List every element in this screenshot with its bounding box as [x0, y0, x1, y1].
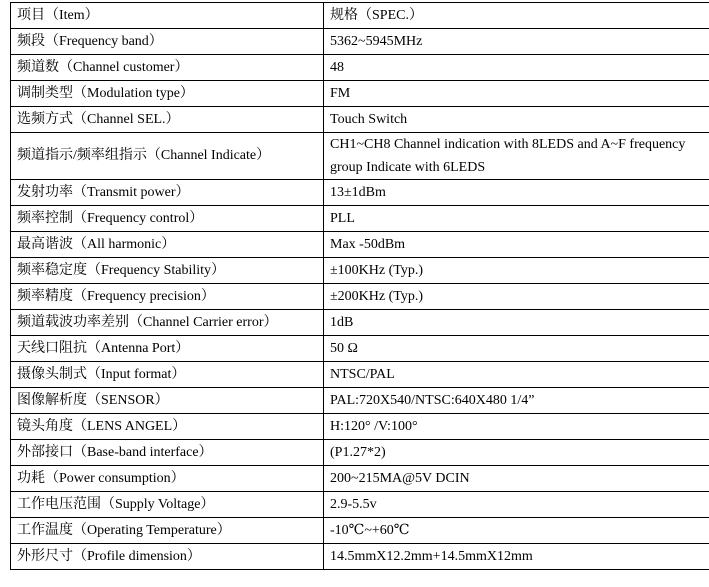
header-spec: 规格（SPEC.） — [324, 3, 709, 29]
table-row — [11, 492, 709, 518]
spec-cell: 50 Ω — [324, 336, 709, 362]
spec-cell: PLL — [324, 206, 709, 232]
item-cell: 镜头角度（LENS ANGEL） — [11, 414, 324, 440]
spec-cell: (P1.27*2) — [324, 440, 709, 466]
spec-cell: ±200KHz (Typ.) — [324, 284, 709, 310]
table-row — [11, 81, 709, 107]
table-row — [11, 414, 709, 440]
item-cell: 天线口阻抗（Antenna Port） — [11, 336, 324, 362]
table-row — [11, 284, 709, 310]
table-row — [11, 206, 709, 232]
item-cell: 图像解析度（SENSOR） — [11, 388, 324, 414]
item-cell: 摄像头制式（Input format） — [11, 362, 324, 388]
spec-cell: FM — [324, 81, 709, 107]
table-row — [11, 466, 709, 492]
spec-cell: 14.5mmX12.2mm+14.5mmX12mm — [324, 544, 709, 570]
spec-cell: H:120° /V:100° — [324, 414, 709, 440]
item-cell: 发射功率（Transmit power） — [11, 180, 324, 206]
spec-cell: 13±1dBm — [324, 180, 709, 206]
spec-cell: 200~215MA@5V DCIN — [324, 466, 709, 492]
spec-table — [10, 2, 709, 570]
table-row — [11, 107, 709, 133]
table-row — [11, 336, 709, 362]
table-row — [11, 388, 709, 414]
spec-cell: -10℃~+60℃ — [324, 518, 709, 544]
spec-cell: 48 — [324, 55, 709, 81]
item-cell: 频率控制（Frequency control） — [11, 206, 324, 232]
item-cell: 选频方式（Channel SEL.） — [11, 107, 324, 133]
spec-cell: Touch Switch — [324, 107, 709, 133]
spec-table-body — [11, 3, 709, 570]
table-row — [11, 180, 709, 206]
item-cell: 频道载波功率差别（Channel Carrier error） — [11, 310, 324, 336]
table-row — [11, 29, 709, 55]
spec-cell: 1dB — [324, 310, 709, 336]
item-cell: 频率稳定度（Frequency Stability） — [11, 258, 324, 284]
spec-cell: NTSC/PAL — [324, 362, 709, 388]
table-row — [11, 133, 709, 180]
spec-cell: Max -50dBm — [324, 232, 709, 258]
table-row — [11, 258, 709, 284]
table-row — [11, 440, 709, 466]
item-cell: 最高谐波（All harmonic） — [11, 232, 324, 258]
item-cell: 频段（Frequency band） — [11, 29, 324, 55]
spec-cell: CH1~CH8 Channel indication with 8LEDS and A~F frequency group Indicate with 6LEDS — [324, 133, 709, 180]
item-cell: 调制类型（Modulation type） — [11, 81, 324, 107]
table-row — [11, 544, 709, 570]
table-row — [11, 310, 709, 336]
item-cell: 频道指示/频率组指示（Channel Indicate） — [11, 133, 324, 180]
item-cell: 外形尺寸（Profile dimension） — [11, 544, 324, 570]
table-row — [11, 518, 709, 544]
item-cell: 工作电压范围（Supply Voltage） — [11, 492, 324, 518]
table-header-row — [11, 3, 709, 29]
table-row — [11, 232, 709, 258]
item-cell: 工作温度（Operating Temperature） — [11, 518, 324, 544]
item-cell: 频率精度（Frequency precision） — [11, 284, 324, 310]
item-cell: 功耗（Power consumption） — [11, 466, 324, 492]
spec-cell: ±100KHz (Typ.) — [324, 258, 709, 284]
table-row — [11, 362, 709, 388]
spec-cell: 5362~5945MHz — [324, 29, 709, 55]
spec-cell: PAL:720X540/NTSC:640X480 1/4” — [324, 388, 709, 414]
item-cell: 频道数（Channel customer） — [11, 55, 324, 81]
spec-cell: 2.9-5.5v — [324, 492, 709, 518]
header-item: 项目（Item） — [11, 3, 324, 29]
table-row — [11, 55, 709, 81]
item-cell: 外部接口（Base-band interface） — [11, 440, 324, 466]
